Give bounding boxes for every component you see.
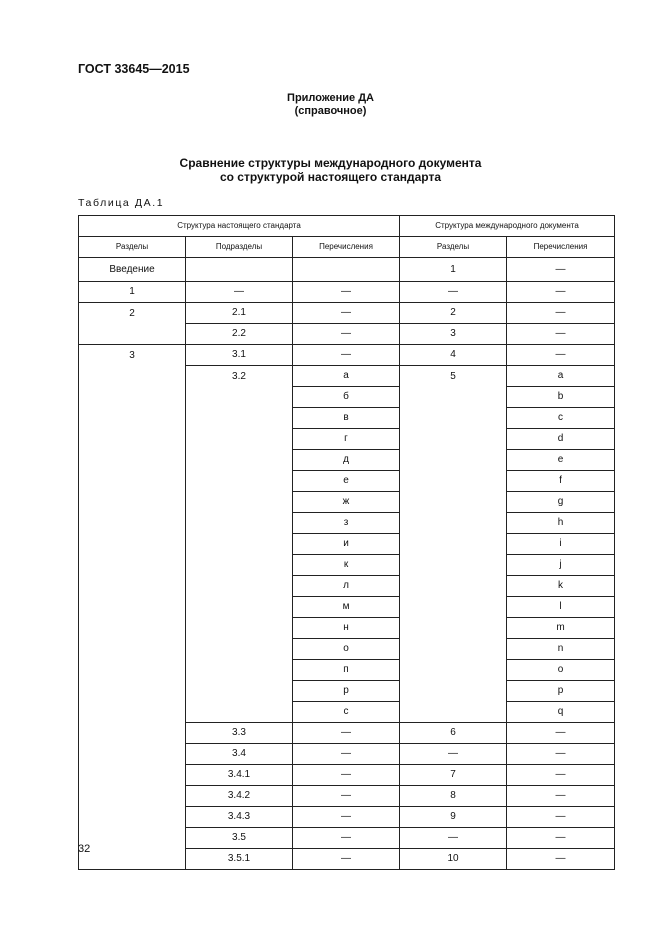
table-cell: р bbox=[293, 681, 400, 702]
document-code: ГОСТ 33645—2015 bbox=[78, 62, 190, 76]
table-caption: Таблица ДА.1 bbox=[78, 197, 165, 209]
table-cell: — bbox=[507, 723, 615, 744]
table-cell: — bbox=[293, 345, 400, 366]
table-cell: 3.4.2 bbox=[186, 786, 293, 807]
group-header-international: Структура международного документа bbox=[400, 216, 615, 237]
table-cell: — bbox=[507, 744, 615, 765]
table-cell: j bbox=[507, 555, 615, 576]
comparison-table-body bbox=[79, 216, 615, 870]
table-cell: — bbox=[400, 744, 507, 765]
table-row bbox=[79, 282, 615, 303]
heading-line-1: Сравнение структуры международного документа bbox=[179, 156, 482, 170]
table-cell: 3.2 bbox=[186, 366, 293, 723]
table-cell: 10 bbox=[400, 849, 507, 870]
table-cell: — bbox=[293, 744, 400, 765]
appendix-header bbox=[0, 92, 661, 118]
table-cell: б bbox=[293, 387, 400, 408]
table-cell: — bbox=[507, 258, 615, 282]
table-cell: — bbox=[507, 786, 615, 807]
table-cell: l bbox=[507, 597, 615, 618]
table-cell: n bbox=[507, 639, 615, 660]
table-cell: 3.3 bbox=[186, 723, 293, 744]
table-cell: ж bbox=[293, 492, 400, 513]
table-cell: — bbox=[293, 807, 400, 828]
table-column-header-row bbox=[79, 237, 615, 258]
table-cell: д bbox=[293, 450, 400, 471]
table-cell: — bbox=[293, 723, 400, 744]
table-cell: — bbox=[293, 849, 400, 870]
table-cell: в bbox=[293, 408, 400, 429]
table-cell bbox=[293, 258, 400, 282]
table-cell: m bbox=[507, 618, 615, 639]
table-cell: g bbox=[507, 492, 615, 513]
column-header: Подразделы bbox=[186, 237, 293, 258]
appendix-title: Приложение ДА bbox=[287, 92, 374, 104]
table-cell: 2 bbox=[400, 303, 507, 324]
table-cell: — bbox=[186, 282, 293, 303]
table-cell: — bbox=[507, 345, 615, 366]
table-row bbox=[79, 303, 615, 324]
column-header: Перечисления bbox=[507, 237, 615, 258]
table-cell: о bbox=[293, 639, 400, 660]
table-cell: — bbox=[507, 324, 615, 345]
table-cell: 1 bbox=[79, 282, 186, 303]
table-cell: — bbox=[507, 282, 615, 303]
table-cell: 3.5.1 bbox=[186, 849, 293, 870]
table-cell: з bbox=[293, 513, 400, 534]
table-cell: i bbox=[507, 534, 615, 555]
table-cell bbox=[186, 258, 293, 282]
table-cell: г bbox=[293, 429, 400, 450]
table-cell: Введение bbox=[79, 258, 186, 282]
table-cell: 3.4 bbox=[186, 744, 293, 765]
table-cell: 3.5 bbox=[186, 828, 293, 849]
table-cell: p bbox=[507, 681, 615, 702]
table-cell: м bbox=[293, 597, 400, 618]
table-cell: c bbox=[507, 408, 615, 429]
table-cell: 6 bbox=[400, 723, 507, 744]
table-cell: 2 bbox=[79, 303, 186, 345]
table-cell: с bbox=[293, 702, 400, 723]
table-cell: е bbox=[293, 471, 400, 492]
table-cell: e bbox=[507, 450, 615, 471]
comparison-table bbox=[78, 215, 615, 870]
table-cell: — bbox=[507, 303, 615, 324]
table-row bbox=[79, 258, 615, 282]
table-cell: 3.1 bbox=[186, 345, 293, 366]
table-cell: q bbox=[507, 702, 615, 723]
table-cell: 2.2 bbox=[186, 324, 293, 345]
table-cell: — bbox=[507, 849, 615, 870]
table-cell: — bbox=[293, 786, 400, 807]
table-cell: — bbox=[293, 324, 400, 345]
column-header: Разделы bbox=[79, 237, 186, 258]
column-header: Разделы bbox=[400, 237, 507, 258]
table-cell: — bbox=[293, 828, 400, 849]
table-cell: — bbox=[507, 765, 615, 786]
table-cell: 5 bbox=[400, 366, 507, 723]
table-cell: b bbox=[507, 387, 615, 408]
section-heading bbox=[0, 156, 661, 184]
table-cell: d bbox=[507, 429, 615, 450]
appendix-subtitle: (справочное) bbox=[294, 105, 367, 117]
table-cell: o bbox=[507, 660, 615, 681]
table-group-header-row bbox=[79, 216, 615, 237]
table-cell: л bbox=[293, 576, 400, 597]
table-cell: 7 bbox=[400, 765, 507, 786]
table-cell: 3 bbox=[400, 324, 507, 345]
table-cell: 9 bbox=[400, 807, 507, 828]
group-header-current: Структура настоящего стандарта bbox=[79, 216, 400, 237]
table-cell: — bbox=[400, 828, 507, 849]
table-cell: н bbox=[293, 618, 400, 639]
table-cell: — bbox=[293, 765, 400, 786]
column-header: Перечисления bbox=[293, 237, 400, 258]
heading-line-2: со структурой настоящего стандарта bbox=[219, 170, 442, 184]
table-cell: — bbox=[507, 807, 615, 828]
table-cell: к bbox=[293, 555, 400, 576]
table-cell: и bbox=[293, 534, 400, 555]
table-cell: — bbox=[293, 303, 400, 324]
table-cell: а bbox=[293, 366, 400, 387]
table-cell: 4 bbox=[400, 345, 507, 366]
table-cell: п bbox=[293, 660, 400, 681]
table-cell: — bbox=[400, 282, 507, 303]
table-cell: 1 bbox=[400, 258, 507, 282]
table-cell: — bbox=[293, 282, 400, 303]
table-cell: k bbox=[507, 576, 615, 597]
table-cell: 3.4.1 bbox=[186, 765, 293, 786]
table-cell: f bbox=[507, 471, 615, 492]
table-cell: h bbox=[507, 513, 615, 534]
page-number: 32 bbox=[78, 843, 91, 855]
table-cell: — bbox=[507, 828, 615, 849]
table-cell: a bbox=[507, 366, 615, 387]
table-row bbox=[79, 345, 615, 366]
table-cell: 3 bbox=[79, 345, 186, 870]
table-cell: 2.1 bbox=[186, 303, 293, 324]
table-cell: 8 bbox=[400, 786, 507, 807]
table-cell: 3.4.3 bbox=[186, 807, 293, 828]
